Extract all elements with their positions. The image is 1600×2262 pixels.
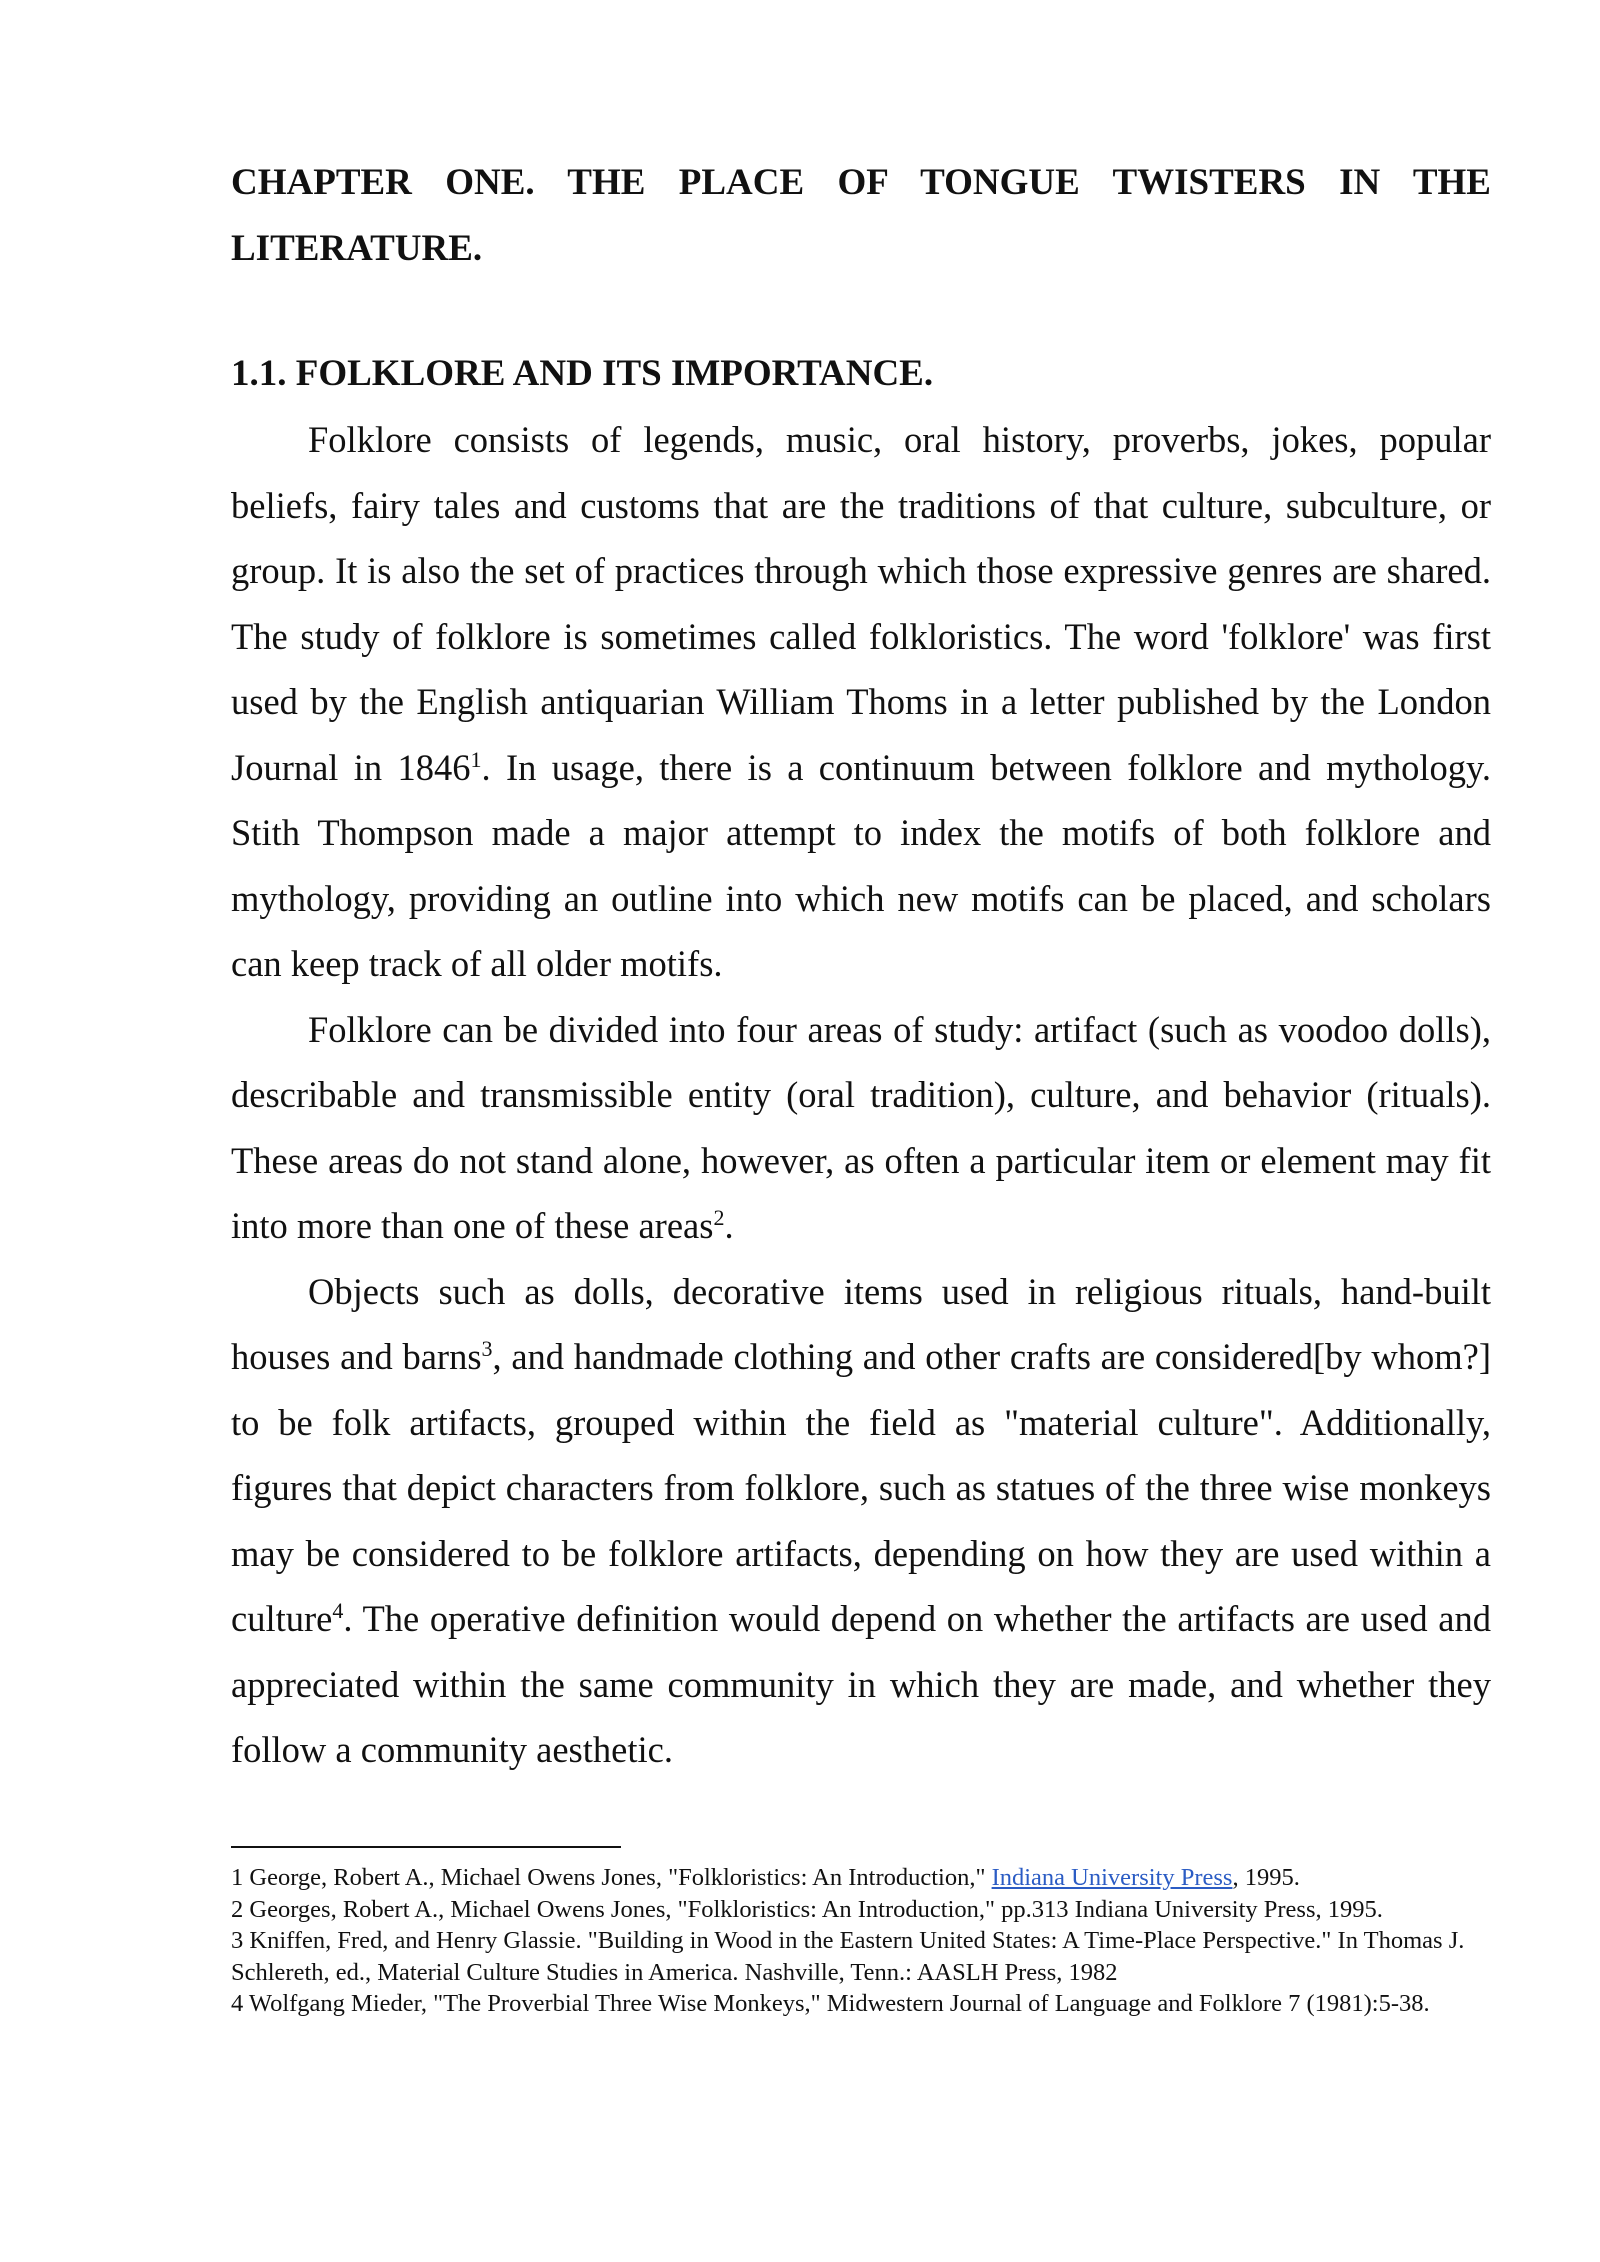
footnote-1: [231, 1862, 1491, 1894]
footnote-ref-4[interactable]: 4: [332, 1597, 344, 1623]
footnote-ref-2[interactable]: 2: [713, 1204, 725, 1230]
paragraph-2: [231, 997, 1491, 1259]
chapter-title-line-1: CHAPTER ONE. THE PLACE OF TONGUE TWISTERS IN THE: [231, 162, 1491, 203]
chapter-title: [231, 150, 1491, 282]
footnote-3: [231, 1925, 1491, 1957]
footnote-ref-3[interactable]: 3: [481, 1335, 493, 1361]
paragraph-3-text-c: . The operative definition would depend on whether the artifacts are used and appreciated within the same community in which they are made, and whether they follow a community aesthetic.: [231, 1598, 1491, 1770]
footnote-3-text-a: 3 Kniffen, Fred, and Henry Glassie. "Building in Wood in the Eastern United States: A Time-Place Perspective." In Thomas J.: [231, 1927, 1465, 1954]
footnote-ref-1[interactable]: 1: [470, 746, 482, 772]
footnote-4: 4 Wolfgang Mieder, "The Proverbial Three Wise Monkeys," Midwestern Journal of Language and Folklore 7 (1981):5-38.: [231, 1990, 1430, 2017]
paragraph-3-text-a: Objects such as dolls, decorative items used in religious rituals, hand-built houses and barns: [231, 1270, 1491, 1377]
paragraph-2-text-a: Folklore can be divided into four areas of study: artifact (such as voodoo dolls), describable and transmissible entity (oral tradition), culture, and behavior (rituals). These areas do not stand alone, however, as often a particular item or element may fit into more than one of these areas: [231, 1008, 1491, 1246]
footnote-separator: [231, 1846, 621, 1848]
chapter-title-line-2: LITERATURE.: [231, 228, 483, 269]
paragraph-2-text-b: .: [724, 1205, 734, 1246]
footnotes: [231, 1862, 1491, 2020]
footnote-1-text-a: 1 George, Robert A., Michael Owens Jones, "Folkloristics: An Introduction,": [231, 1864, 992, 1891]
body-text: [231, 407, 1491, 1783]
footnote-1-link[interactable]: Indiana University Press: [991, 1864, 1233, 1891]
footnote-3-continued: Schlereth, ed., Material Culture Studies in America. Nashville, Tenn.: AASLH Press, 1982: [231, 1958, 1118, 1986]
paragraph-1-text-b: . In usage, there is a continuum between folklore and mythology. Stith Thompson made a major attempt to index the motifs of both folklore and mythology, providing an outline into which new motifs can be placed, and scholars can keep track of all older motifs.: [231, 746, 1491, 984]
section-title: 1.1. FOLKLORE AND ITS IMPORTANCE.: [231, 353, 934, 394]
footnote-2: 2 Georges, Robert A., Michael Owens Jones, "Folkloristics: An Introduction," pp.313 Indiana University Press, 1995.: [231, 1895, 1383, 1923]
paragraph-3: [231, 1259, 1491, 1783]
paragraph-1: [231, 407, 1491, 997]
paragraph-3-text-b: , and handmade clothing and other crafts are considered[by whom?] to be folk artifacts, grouped within the field as "material culture". Additionally, figures that depict characters from folklore, such as statues of the three wise monkeys may be considered to be folklore artifacts, depending on how they are used within a culture: [231, 1336, 1491, 1639]
paragraph-1-text-a: Folklore consists of legends, music, oral history, proverbs, jokes, popular beliefs, fairy tales and customs that are the traditions of that culture, subculture, or group. It is also the set of practices through which those expressive genres are shared. The study of folklore is sometimes called folkloristics. The word 'folklore' was first used by the English antiquarian William Thoms in a letter published by the London Journal in 1846: [231, 419, 1491, 788]
footnote-1-text-b: , 1995.: [1232, 1864, 1300, 1891]
